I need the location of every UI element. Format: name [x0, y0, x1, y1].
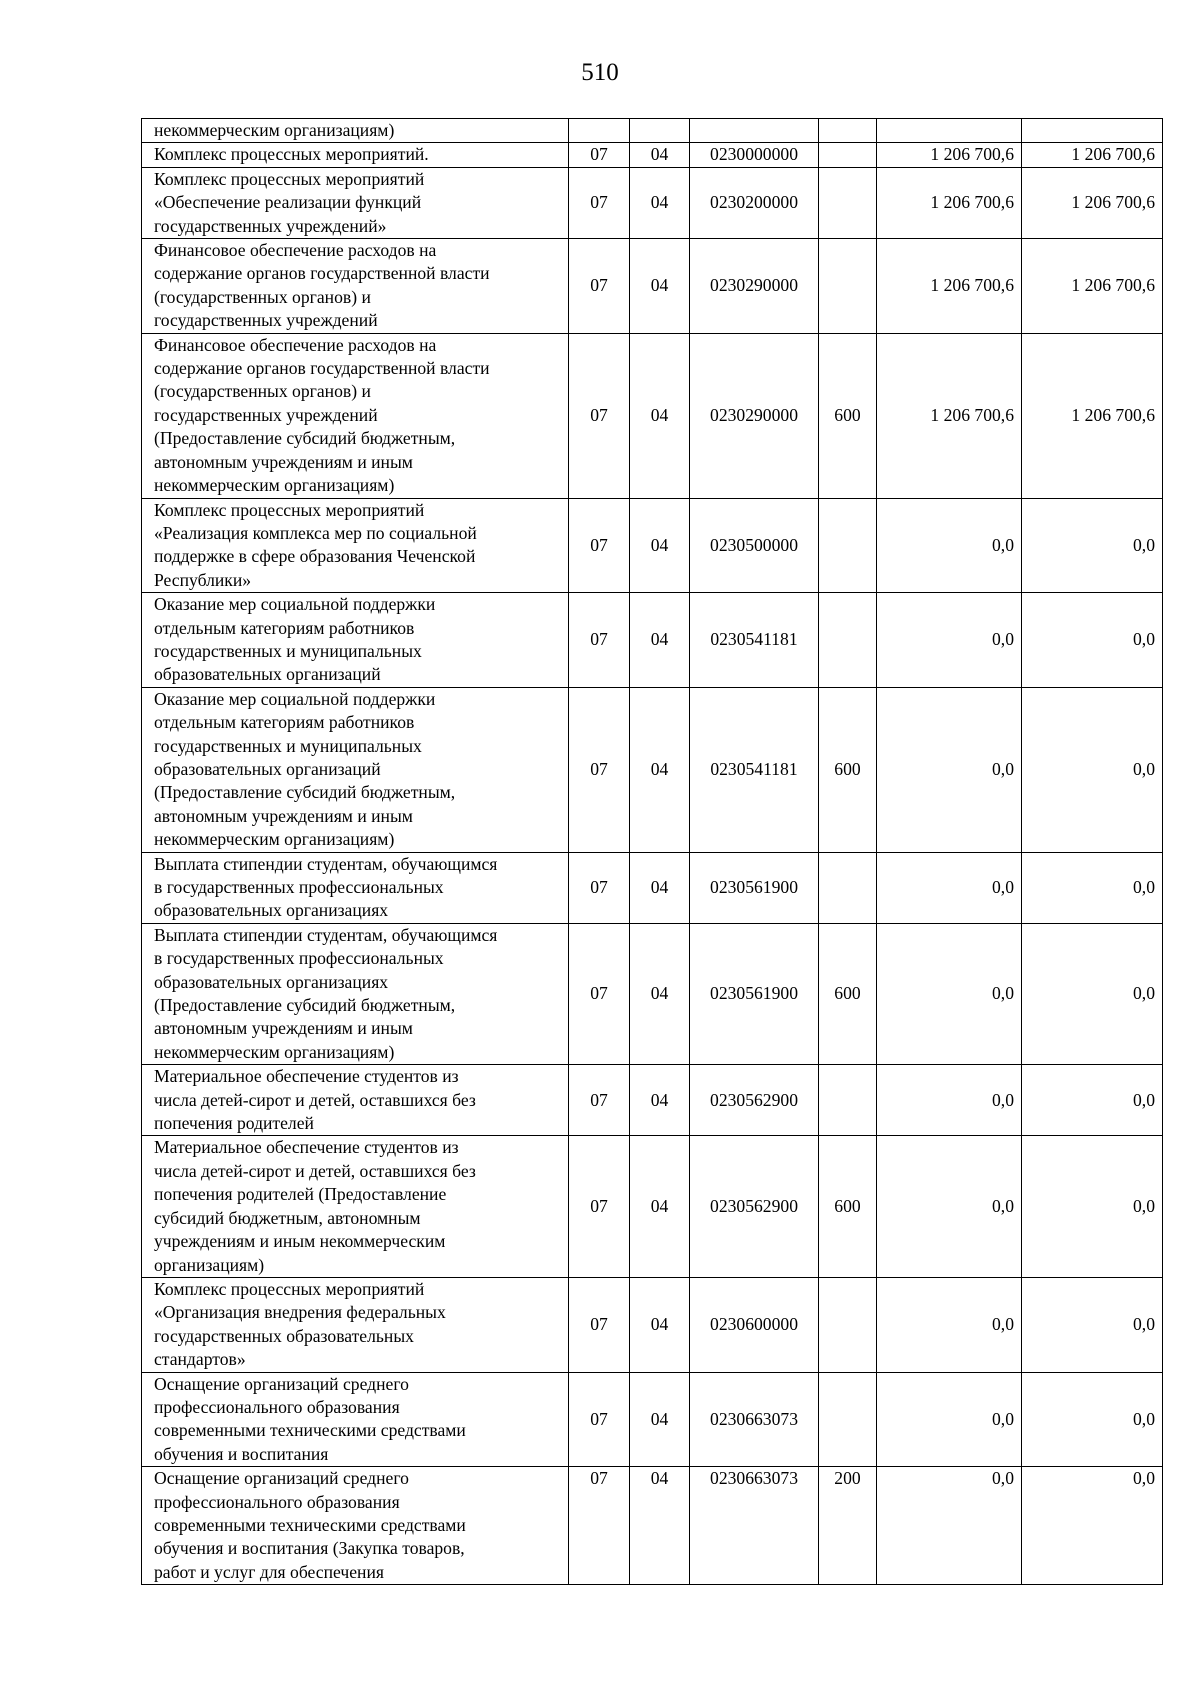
- amount-year1-cell: 0,0: [877, 498, 1022, 593]
- item-name-line: автономным учреждениям и иным: [154, 805, 413, 826]
- item-name-line: Выплата стипендии студентам, обучающимся: [154, 924, 498, 945]
- item-name-line: образовательных организаций: [154, 758, 381, 779]
- subsection-code-cell: 04: [630, 333, 690, 498]
- item-name-line: числа детей-сирот и детей, оставшихся без: [154, 1160, 476, 1181]
- item-name-cell: [142, 119, 569, 143]
- table-row: [142, 498, 1163, 593]
- subsection-code-cell: 04: [630, 167, 690, 238]
- item-name-line: отдельным категориям работников: [154, 712, 415, 733]
- amount-year2-cell: 0,0: [1022, 687, 1163, 852]
- amount-year1-cell: 0,0: [877, 1372, 1022, 1467]
- item-name-line: автономным учреждениям и иным: [154, 1018, 413, 1039]
- amount-year1-cell: 0,0: [877, 923, 1022, 1064]
- amount-year2-cell: 0,0: [1022, 1136, 1163, 1277]
- subsection-code-cell: 04: [630, 923, 690, 1064]
- item-name-line: стандартов»: [154, 1349, 246, 1370]
- item-name-line: в государственных профессиональных: [154, 948, 444, 969]
- item-name-line: образовательных организациях: [154, 971, 389, 992]
- item-name-line: Оснащение организаций среднего: [154, 1468, 409, 1489]
- subsection-code-cell: [630, 119, 690, 143]
- expense-type-cell: [819, 1372, 877, 1467]
- expense-type-cell: [819, 143, 877, 167]
- section-code-cell: 07: [569, 167, 630, 238]
- item-name-line: (Предоставление субсидий бюджетным,: [154, 995, 456, 1016]
- item-name-line: Материальное обеспечение студентов из: [154, 1066, 459, 1087]
- item-name-line: образовательных организаций: [154, 664, 381, 685]
- item-name-line: государственных учреждений: [154, 404, 378, 425]
- section-code-cell: 07: [569, 923, 630, 1064]
- amount-year1-cell: 0,0: [877, 687, 1022, 852]
- item-name-line: Комплекс процессных мероприятий.: [154, 144, 429, 165]
- table-row: [142, 1372, 1163, 1467]
- item-name-line: попечения родителей (Предоставление: [154, 1184, 447, 1205]
- item-name-line: обучения и воспитания: [154, 1443, 329, 1464]
- item-name-line: государственных и муниципальных: [154, 735, 422, 756]
- amount-year2-cell: 1 206 700,6: [1022, 143, 1163, 167]
- section-code-cell: 07: [569, 143, 630, 167]
- expense-type-cell: [819, 119, 877, 143]
- expense-type-cell: [819, 167, 877, 238]
- item-name-line: (государственных органов) и: [154, 286, 371, 307]
- item-name-line: профессионального образования: [154, 1396, 400, 1417]
- subsection-code-cell: 04: [630, 498, 690, 593]
- section-code-cell: 07: [569, 687, 630, 852]
- table-row: [142, 1467, 1163, 1585]
- amount-year1-cell: 1 206 700,6: [877, 143, 1022, 167]
- expense-type-cell: [819, 239, 877, 334]
- subsection-code-cell: 04: [630, 1065, 690, 1136]
- item-name-line: попечения родителей: [154, 1113, 314, 1134]
- item-name-line: некоммерческим организациям): [154, 475, 395, 496]
- expense-type-cell: 600: [819, 333, 877, 498]
- amount-year1-cell: 0,0: [877, 852, 1022, 923]
- item-name-line: современными техническими средствами: [154, 1420, 466, 1441]
- table-row: [142, 923, 1163, 1064]
- item-name-line: обучения и воспитания (Закупка товаров,: [154, 1538, 465, 1559]
- item-name-cell: [142, 239, 569, 334]
- item-name-line: Комплекс процессных мероприятий: [154, 1278, 425, 1299]
- subsection-code-cell: 04: [630, 1136, 690, 1277]
- subsection-code-cell: 04: [630, 1467, 690, 1585]
- table-row: [142, 239, 1163, 334]
- amount-year1-cell: 1 206 700,6: [877, 333, 1022, 498]
- item-name-line: Выплата стипендии студентам, обучающимся: [154, 853, 498, 874]
- amount-year2-cell: 0,0: [1022, 593, 1163, 688]
- amount-year1-cell: 0,0: [877, 1277, 1022, 1372]
- item-name-line: Оказание мер социальной поддержки: [154, 688, 436, 709]
- item-name-line: в государственных профессиональных: [154, 877, 444, 897]
- item-name-line: отдельным категориям работников: [154, 617, 415, 638]
- item-name-line: поддержке в сфере образования Чеченской: [154, 546, 476, 567]
- item-name-cell: [142, 498, 569, 593]
- item-name-line: организациям): [154, 1254, 265, 1275]
- target-article-cell: 0230541181: [690, 593, 819, 688]
- item-name-line: (Предоставление субсидий бюджетным,: [154, 782, 456, 803]
- amount-year2-cell: 1 206 700,6: [1022, 333, 1163, 498]
- item-name-line: содержание органов государственной власти: [154, 358, 490, 379]
- expense-type-cell: [819, 1065, 877, 1136]
- section-code-cell: 07: [569, 1277, 630, 1372]
- target-article-cell: 0230562900: [690, 1065, 819, 1136]
- item-name-cell: [142, 167, 569, 238]
- target-article-cell: 0230290000: [690, 239, 819, 334]
- item-name-cell: [142, 852, 569, 923]
- table-row: [142, 593, 1163, 688]
- item-name-line: государственных учреждений»: [154, 215, 387, 236]
- section-code-cell: 07: [569, 1467, 630, 1585]
- item-name-cell: [142, 1372, 569, 1467]
- subsection-code-cell: 04: [630, 143, 690, 167]
- amount-year1-cell: 0,0: [877, 1136, 1022, 1277]
- table-row: [142, 852, 1163, 923]
- target-article-cell: 0230561900: [690, 852, 819, 923]
- item-name-cell: [142, 1467, 569, 1585]
- table-row: [142, 1136, 1163, 1277]
- amount-year1-cell: 1 206 700,6: [877, 239, 1022, 334]
- amount-year1-cell: 0,0: [877, 593, 1022, 688]
- amount-year1-cell: [877, 119, 1022, 143]
- subsection-code-cell: 04: [630, 239, 690, 334]
- item-name-line: некоммерческим организациям): [154, 829, 395, 850]
- item-name-line: некоммерческим организациям): [154, 1041, 395, 1062]
- item-name-line: «Обеспечение реализации функций: [154, 192, 422, 213]
- amount-year1-cell: 0,0: [877, 1467, 1022, 1585]
- amount-year1-cell: 0,0: [877, 1065, 1022, 1136]
- target-article-cell: 0230500000: [690, 498, 819, 593]
- item-name-line: (Предоставление субсидий бюджетным,: [154, 428, 456, 449]
- expense-type-cell: [819, 1277, 877, 1372]
- amount-year2-cell: 0,0: [1022, 1277, 1163, 1372]
- subsection-code-cell: 04: [630, 1372, 690, 1467]
- section-code-cell: 07: [569, 1372, 630, 1467]
- page-number: 510: [581, 59, 619, 86]
- item-name-line: субсидий бюджетным, автономным: [154, 1207, 421, 1228]
- section-code-cell: [569, 119, 630, 143]
- item-name-line: профессионального образования: [154, 1491, 400, 1512]
- table-row: [142, 143, 1163, 167]
- amount-year2-cell: 0,0: [1022, 923, 1163, 1064]
- item-name-cell: [142, 1065, 569, 1136]
- item-name-cell: [142, 923, 569, 1064]
- section-code-cell: 07: [569, 852, 630, 923]
- item-name-line: «Организация внедрения федеральных: [154, 1302, 446, 1323]
- amount-year2-cell: 0,0: [1022, 498, 1163, 593]
- item-name-line: «Реализация комплекса мер по социальной: [154, 522, 477, 543]
- expense-type-cell: [819, 593, 877, 688]
- amount-year2-cell: [1022, 119, 1163, 143]
- amount-year1-cell: 1 206 700,6: [877, 167, 1022, 238]
- subsection-code-cell: 04: [630, 1277, 690, 1372]
- table-row: [142, 333, 1163, 498]
- expense-type-cell: [819, 498, 877, 593]
- item-name-cell: [142, 1136, 569, 1277]
- item-name-cell: [142, 1277, 569, 1372]
- expense-type-cell: 600: [819, 923, 877, 1064]
- section-code-cell: 07: [569, 333, 630, 498]
- item-name-line: (государственных органов) и: [154, 381, 371, 402]
- amount-year2-cell: 0,0: [1022, 1065, 1163, 1136]
- section-code-cell: 07: [569, 498, 630, 593]
- expense-type-cell: [819, 852, 877, 923]
- item-name-line: государственных учреждений: [154, 310, 378, 331]
- target-article-cell: 0230561900: [690, 923, 819, 1064]
- item-name-cell: [142, 333, 569, 498]
- table-row: [142, 119, 1163, 143]
- expense-type-cell: 600: [819, 1136, 877, 1277]
- item-name-line: некоммерческим организациям): [154, 120, 395, 140]
- item-name-line: Финансовое обеспечение расходов на: [154, 334, 437, 355]
- subsection-code-cell: 04: [630, 593, 690, 688]
- item-name-line: государственных и муниципальных: [154, 640, 422, 661]
- target-article-cell: 0230541181: [690, 687, 819, 852]
- target-article-cell: 0230600000: [690, 1277, 819, 1372]
- item-name-line: Республики»: [154, 569, 252, 590]
- subsection-code-cell: 04: [630, 687, 690, 852]
- item-name-line: содержание органов государственной власти: [154, 263, 490, 284]
- item-name-line: Оказание мер социальной поддержки: [154, 594, 436, 615]
- item-name-line: учреждениям и иным некоммерческим: [154, 1231, 446, 1252]
- target-article-cell: [690, 119, 819, 143]
- item-name-line: государственных образовательных: [154, 1325, 414, 1346]
- item-name-line: работ и услуг для обеспечения: [154, 1561, 384, 1582]
- target-article-cell: 0230000000: [690, 143, 819, 167]
- amount-year2-cell: 0,0: [1022, 1372, 1163, 1467]
- section-code-cell: 07: [569, 239, 630, 334]
- target-article-cell: 0230562900: [690, 1136, 819, 1277]
- item-name-line: числа детей-сирот и детей, оставшихся без: [154, 1089, 476, 1110]
- table-row: [142, 687, 1163, 852]
- target-article-cell: 0230290000: [690, 333, 819, 498]
- expense-type-cell: 200: [819, 1467, 877, 1585]
- section-code-cell: 07: [569, 593, 630, 688]
- table-row: [142, 1277, 1163, 1372]
- amount-year2-cell: 1 206 700,6: [1022, 167, 1163, 238]
- target-article-cell: 0230200000: [690, 167, 819, 238]
- section-code-cell: 07: [569, 1065, 630, 1136]
- item-name-line: Оснащение организаций среднего: [154, 1373, 409, 1394]
- budget-table: [141, 118, 1163, 1585]
- item-name-cell: [142, 687, 569, 852]
- amount-year2-cell: 0,0: [1022, 852, 1163, 923]
- item-name-line: Финансовое обеспечение расходов на: [154, 240, 437, 261]
- target-article-cell: 0230663073: [690, 1467, 819, 1585]
- amount-year2-cell: 1 206 700,6: [1022, 239, 1163, 334]
- table-row: [142, 1065, 1163, 1136]
- table-row: [142, 167, 1163, 238]
- expense-type-cell: 600: [819, 687, 877, 852]
- item-name-line: Комплекс процессных мероприятий: [154, 168, 425, 189]
- table-body: [142, 119, 1163, 1585]
- item-name-line: Комплекс процессных мероприятий: [154, 499, 425, 520]
- subsection-code-cell: 04: [630, 852, 690, 923]
- section-code-cell: 07: [569, 1136, 630, 1277]
- item-name-cell: [142, 593, 569, 688]
- target-article-cell: 0230663073: [690, 1372, 819, 1467]
- amount-year2-cell: 0,0: [1022, 1467, 1163, 1585]
- item-name-cell: [142, 143, 569, 167]
- item-name-line: образовательных организациях: [154, 900, 389, 921]
- item-name-line: автономным учреждениям и иным: [154, 451, 413, 472]
- item-name-line: Материальное обеспечение студентов из: [154, 1137, 459, 1158]
- item-name-line: современными техническими средствами: [154, 1514, 466, 1535]
